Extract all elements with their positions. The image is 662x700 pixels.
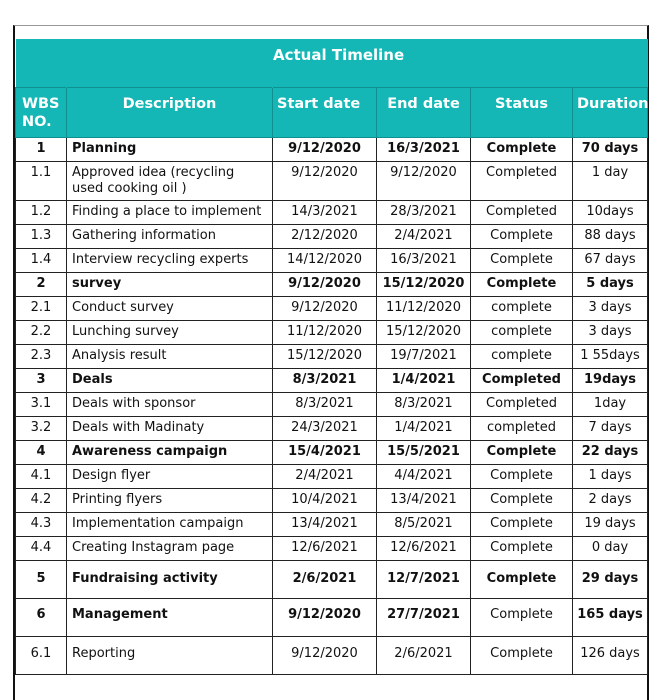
table-title: Actual Timeline <box>273 39 648 87</box>
duration-cell: 2 days <box>573 488 648 512</box>
start-date-cell: 2/12/2020 <box>273 224 377 248</box>
header-status: Status <box>471 87 573 137</box>
description-cell: Design flyer <box>67 464 273 488</box>
wbs-cell: 1.2 <box>16 200 67 224</box>
status-cell: Complete <box>471 512 573 536</box>
status-cell: Complete <box>471 440 573 464</box>
end-date-cell: 15/12/2020 <box>377 272 471 296</box>
end-date-cell: 16/3/2021 <box>377 137 471 161</box>
status-cell: Complete <box>471 272 573 296</box>
duration-cell: 1 55days <box>573 344 648 368</box>
description-cell: survey <box>67 272 273 296</box>
duration-cell: 0 day <box>573 536 648 560</box>
start-date-cell: 8/3/2021 <box>273 368 377 392</box>
end-date-cell: 8/3/2021 <box>377 392 471 416</box>
table-row <box>16 512 648 536</box>
table-row <box>16 344 648 368</box>
header-start-date: Start date <box>273 87 377 137</box>
status-cell: Complete <box>471 137 573 161</box>
end-date-cell: 15/5/2021 <box>377 440 471 464</box>
description-cell: Fundraising activity <box>67 560 273 598</box>
end-date-cell: 28/3/2021 <box>377 200 471 224</box>
status-cell: Complete <box>471 536 573 560</box>
start-date-cell: 9/12/2020 <box>273 137 377 161</box>
end-date-cell: 11/12/2020 <box>377 296 471 320</box>
wbs-cell: 5 <box>16 560 67 598</box>
end-date-cell: 19/7/2021 <box>377 344 471 368</box>
wbs-cell: 1.3 <box>16 224 67 248</box>
end-date-cell: 9/12/2020 <box>377 161 471 200</box>
duration-cell: 1 day <box>573 161 648 200</box>
start-date-cell: 12/6/2021 <box>273 536 377 560</box>
status-cell: complete <box>471 296 573 320</box>
header-duration: Duration <box>573 87 648 137</box>
duration-cell: 67 days <box>573 248 648 272</box>
duration-cell: 7 days <box>573 416 648 440</box>
table-row <box>16 440 648 464</box>
start-date-cell: 14/3/2021 <box>273 200 377 224</box>
wbs-cell: 4.3 <box>16 512 67 536</box>
duration-cell: 3 days <box>573 320 648 344</box>
description-cell: Printing flyers <box>67 488 273 512</box>
description-cell: Awareness campaign <box>67 440 273 464</box>
table-row <box>16 488 648 512</box>
end-date-cell: 2/4/2021 <box>377 224 471 248</box>
description-cell: Conduct survey <box>67 296 273 320</box>
description-cell: Implementation campaign <box>67 512 273 536</box>
description-cell: Gathering information <box>67 224 273 248</box>
wbs-cell: 6.1 <box>16 636 67 674</box>
duration-cell: 126 days <box>573 636 648 674</box>
end-date-cell: 8/5/2021 <box>377 512 471 536</box>
end-date-cell: 27/7/2021 <box>377 598 471 636</box>
description-cell: Planning <box>67 137 273 161</box>
description-cell: Approved idea (recycling used cooking oil ) <box>67 161 273 200</box>
status-cell: Complete <box>471 248 573 272</box>
description-cell: Deals with Madinaty <box>67 416 273 440</box>
wbs-cell: 3.2 <box>16 416 67 440</box>
end-date-cell: 13/4/2021 <box>377 488 471 512</box>
wbs-cell: 4.2 <box>16 488 67 512</box>
start-date-cell: 8/3/2021 <box>273 392 377 416</box>
start-date-cell: 9/12/2020 <box>273 598 377 636</box>
start-date-cell: 9/12/2020 <box>273 272 377 296</box>
duration-cell: 70 days <box>573 137 648 161</box>
description-cell: Management <box>67 598 273 636</box>
status-cell: Complete <box>471 560 573 598</box>
status-cell: Complete <box>471 636 573 674</box>
wbs-cell: 2.1 <box>16 296 67 320</box>
table-row <box>16 636 648 674</box>
wbs-cell: 2 <box>16 272 67 296</box>
end-date-cell: 16/3/2021 <box>377 248 471 272</box>
status-cell: Complete <box>471 488 573 512</box>
table-row <box>16 200 648 224</box>
end-date-cell: 12/7/2021 <box>377 560 471 598</box>
duration-cell: 165 days <box>573 598 648 636</box>
table-row <box>16 161 648 200</box>
title-row <box>16 39 648 87</box>
wbs-cell: 4 <box>16 440 67 464</box>
table-row <box>16 392 648 416</box>
table-row <box>16 536 648 560</box>
start-date-cell: 15/4/2021 <box>273 440 377 464</box>
wbs-cell: 4.4 <box>16 536 67 560</box>
end-date-cell: 15/12/2020 <box>377 320 471 344</box>
end-date-cell: 4/4/2021 <box>377 464 471 488</box>
table-row <box>16 137 648 161</box>
table-row <box>16 464 648 488</box>
wbs-cell: 1.1 <box>16 161 67 200</box>
wbs-cell: 6 <box>16 598 67 636</box>
status-cell: Complete <box>471 598 573 636</box>
status-cell: complete <box>471 344 573 368</box>
status-cell: Completed <box>471 161 573 200</box>
table-row <box>16 248 648 272</box>
start-date-cell: 15/12/2020 <box>273 344 377 368</box>
table-row <box>16 272 648 296</box>
duration-cell: 19days <box>573 368 648 392</box>
start-date-cell: 13/4/2021 <box>273 512 377 536</box>
wbs-cell: 3.1 <box>16 392 67 416</box>
start-date-cell: 9/12/2020 <box>273 636 377 674</box>
header-wbs: WBS NO. <box>16 87 67 137</box>
start-date-cell: 14/12/2020 <box>273 248 377 272</box>
duration-cell: 22 days <box>573 440 648 464</box>
status-cell: Complete <box>471 224 573 248</box>
table-row <box>16 320 648 344</box>
wbs-cell: 1 <box>16 137 67 161</box>
description-cell: Reporting <box>67 636 273 674</box>
table-row <box>16 416 648 440</box>
status-cell: Completed <box>471 368 573 392</box>
header-end-date: End date <box>377 87 471 137</box>
description-cell: Lunching survey <box>67 320 273 344</box>
duration-cell: 3 days <box>573 296 648 320</box>
duration-cell: 5 days <box>573 272 648 296</box>
end-date-cell: 1/4/2021 <box>377 416 471 440</box>
description-cell: Deals <box>67 368 273 392</box>
status-cell: completed <box>471 416 573 440</box>
table-row <box>16 560 648 598</box>
start-date-cell: 9/12/2020 <box>273 296 377 320</box>
start-date-cell: 11/12/2020 <box>273 320 377 344</box>
status-cell: Complete <box>471 464 573 488</box>
end-date-cell: 12/6/2021 <box>377 536 471 560</box>
header-description: Description <box>67 87 273 137</box>
duration-cell: 19 days <box>573 512 648 536</box>
description-cell: Deals with sponsor <box>67 392 273 416</box>
wbs-cell: 2.3 <box>16 344 67 368</box>
table-row <box>16 368 648 392</box>
start-date-cell: 2/6/2021 <box>273 560 377 598</box>
duration-cell: 10days <box>573 200 648 224</box>
wbs-cell: 4.1 <box>16 464 67 488</box>
duration-cell: 29 days <box>573 560 648 598</box>
status-cell: complete <box>471 320 573 344</box>
duration-cell: 88 days <box>573 224 648 248</box>
duration-cell: 1 days <box>573 464 648 488</box>
table-row <box>16 598 648 636</box>
description-cell: Analysis result <box>67 344 273 368</box>
wbs-cell: 1.4 <box>16 248 67 272</box>
start-date-cell: 10/4/2021 <box>273 488 377 512</box>
status-cell: Completed <box>471 392 573 416</box>
description-cell: Finding a place to implement <box>67 200 273 224</box>
start-date-cell: 2/4/2021 <box>273 464 377 488</box>
header-row <box>16 87 648 137</box>
description-cell: Interview recycling experts <box>67 248 273 272</box>
start-date-cell: 9/12/2020 <box>273 161 377 200</box>
wbs-cell: 3 <box>16 368 67 392</box>
end-date-cell: 2/6/2021 <box>377 636 471 674</box>
wbs-cell: 2.2 <box>16 320 67 344</box>
table-row <box>16 224 648 248</box>
status-cell: Completed <box>471 200 573 224</box>
table-row <box>16 296 648 320</box>
duration-cell: 1day <box>573 392 648 416</box>
description-cell: Creating Instagram page <box>67 536 273 560</box>
end-date-cell: 1/4/2021 <box>377 368 471 392</box>
timeline-table <box>15 39 648 675</box>
start-date-cell: 24/3/2021 <box>273 416 377 440</box>
